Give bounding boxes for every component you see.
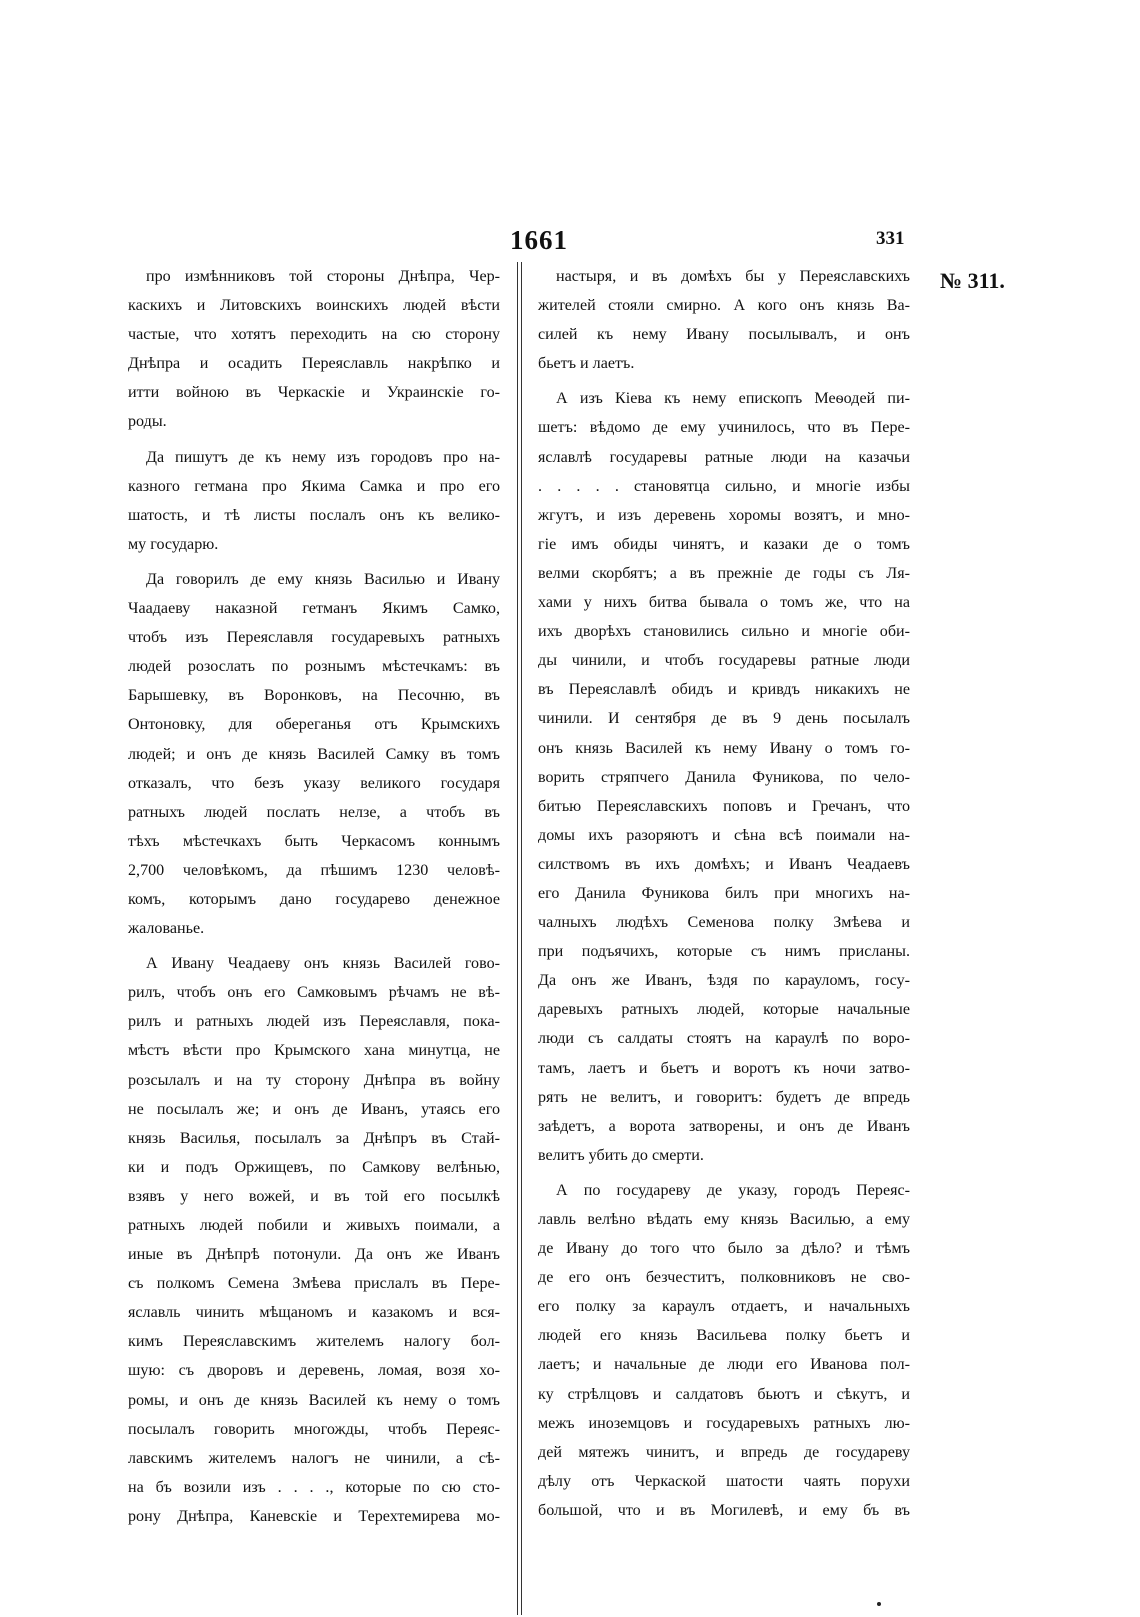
text-line: людей розослать по рознымъ мѣстечкамъ: въ bbox=[128, 658, 500, 676]
text-line: Да говорилъ де ему князь Василью и Ивану bbox=[146, 570, 500, 588]
text-line: Да онъ же Иванъ, ѣздя по карауломъ, госу- bbox=[538, 972, 910, 990]
text-line: яславлѣ государевы ратные люди на казачьи bbox=[538, 448, 910, 466]
text-line: лавскимъ жителемъ налогъ не чинили, а сѣ- bbox=[128, 1449, 500, 1467]
text-line: его Данила Фуникова билъ при многихъ на- bbox=[538, 884, 910, 902]
text-line: на бъ возили изъ . . . ., которые по сю сто- bbox=[128, 1478, 500, 1496]
text-line: А изъ Кіева къ нему епископъ Меѳодей пи- bbox=[556, 390, 910, 408]
text-line: ратныхъ людей побили и живыхъ поимали, а bbox=[128, 1217, 500, 1234]
text-line: казного гетмана про Якима Самка и про его bbox=[128, 477, 500, 495]
text-line: Барышевку, въ Воронковъ, на Песочню, въ bbox=[128, 687, 500, 705]
text-line: ратныхъ людей послать нелзе, а чтобъ въ bbox=[128, 803, 500, 821]
paragraph bbox=[538, 384, 910, 1170]
text-line: даревыхъ ратныхъ людей, которые начальные bbox=[538, 1001, 910, 1019]
page-number: 331 bbox=[876, 228, 905, 249]
text-line: 2,700 человѣкомъ, да пѣшимъ 1230 человѣ- bbox=[128, 861, 500, 879]
text-line: отказалъ, что безъ указу великого государя bbox=[128, 774, 500, 792]
text-line: чтобъ изъ Переяславля государевыхъ ратныхъ bbox=[128, 629, 500, 647]
text-line: рону Днѣпра, Каневскіе и Терехтемирева мо- bbox=[128, 1507, 500, 1525]
text-line: чинили. И сентября де въ 9 день посылалъ bbox=[538, 710, 910, 728]
text-line: заѣдетъ, а ворота затворены, и онъ де Иванъ bbox=[538, 1117, 910, 1135]
text-line: его полку за караулъ отдаетъ, и начальныхъ bbox=[538, 1298, 910, 1316]
text-line: домы ихъ разоряютъ и сѣна всѣ поимали на- bbox=[538, 826, 910, 844]
printer-mark bbox=[877, 1602, 881, 1606]
text-line: яславль чинить мѣщаномъ и казакомъ и вся- bbox=[128, 1304, 500, 1322]
text-line: тамъ, лаетъ и бьетъ и воротъ къ ночи затво- bbox=[538, 1059, 910, 1077]
text-line: лаетъ; и начальные де люди его Иванова пол- bbox=[538, 1356, 910, 1374]
left-column bbox=[128, 262, 500, 1537]
text-line: ки и подъ Оржищевъ, по Самкову велѣнью, bbox=[128, 1158, 500, 1176]
text-line: силей къ нему Ивану посылывалъ, и онъ bbox=[538, 326, 910, 344]
document-number: № 311. bbox=[940, 268, 1005, 293]
text-line: люди съ салдаты стоятъ на караулѣ по воро- bbox=[538, 1030, 910, 1048]
text-line: посылалъ говорить многожды, чтобъ Переяс- bbox=[128, 1420, 500, 1438]
right-column bbox=[538, 262, 910, 1531]
text-line: . . . . . становятца сильно, и многіе избы bbox=[538, 477, 910, 495]
text-line: Днѣпра и осадить Переяславль накрѣпко и bbox=[128, 355, 500, 373]
text-line: въ Переяславлѣ обидъ и кривдъ никакихъ не bbox=[538, 681, 910, 699]
text-line: Онтоновку, для обереганья отъ Крымскихъ bbox=[128, 716, 500, 734]
text-line: жителей стояли смирно. А кого онъ князь Ва- bbox=[538, 297, 910, 315]
paragraph bbox=[538, 262, 910, 378]
text-line: рилъ, чтобъ онъ его Самковымъ рѣчамъ не вѣ- bbox=[128, 984, 500, 1002]
text-line: тѣхъ мѣстечкахъ быть Черкасомъ коннымъ bbox=[128, 832, 500, 850]
paragraph bbox=[538, 1176, 910, 1525]
text-line: онъ князь Василей къ нему Ивану о томъ го- bbox=[538, 739, 910, 757]
text-line: людей его князь Васильева полку бьетъ и bbox=[538, 1327, 910, 1345]
text-line: съ полкомъ Семена Змѣева прислалъ въ Пере- bbox=[128, 1275, 500, 1293]
text-line: жгутъ, и изъ деревень хоромы возятъ, и мно- bbox=[538, 506, 910, 524]
text-line: иные въ Днѣпрѣ потонули. Да онъ же Иванъ bbox=[128, 1246, 500, 1264]
text-line: де его онъ безчеститъ, полковниковъ не сво- bbox=[538, 1269, 910, 1287]
text-line: хами у нихъ битва бывала о томъ же, что на bbox=[538, 594, 910, 612]
text-line: чалныхъ людѣхъ Семенова полку Змѣева и bbox=[538, 914, 910, 932]
text-line: ихъ дворѣхъ становились сильно и многіе оби- bbox=[538, 623, 910, 641]
text-line: велитъ убить до смерти. bbox=[538, 1146, 704, 1164]
text-line: роды. bbox=[128, 413, 167, 431]
text-line: ромы, и онъ де князь Василей къ нему о томъ bbox=[128, 1391, 500, 1409]
text-line: Чаадаеву наказной гетманъ Якимъ Самко, bbox=[128, 600, 500, 618]
text-line: рилъ и ратныхъ людей изъ Переяславля, пока- bbox=[128, 1013, 500, 1031]
text-line: большой, что и въ Могилевѣ, и ему бъ въ bbox=[538, 1501, 910, 1519]
text-line: дей мятежъ чинитъ, и впредь де государеву bbox=[538, 1443, 910, 1461]
text-line: каскихъ и Литовскихъ воинскихъ людей вѣсти bbox=[128, 297, 500, 315]
text-line: шую: съ дворовъ и деревень, ломая, возя хо- bbox=[128, 1362, 500, 1380]
text-line: межъ иноземцовъ и государевыхъ ратныхъ лю- bbox=[538, 1414, 910, 1432]
text-line: битью Переяславскихъ поповъ и Гречанъ, что bbox=[538, 797, 910, 815]
text-line: силствомъ въ ихъ домѣхъ; и Иванъ Чеадаевъ bbox=[538, 855, 910, 873]
text-line: рять не велитъ, и говоритъ: будетъ де впредь bbox=[538, 1088, 910, 1106]
text-line: мѣстъ вѣсти про Крымского хана минутца, не bbox=[128, 1042, 500, 1060]
year-heading: 1661 bbox=[510, 225, 568, 255]
text-line: шатость, и тѣ листы послалъ онъ къ велико- bbox=[128, 506, 500, 524]
text-line: про измѣнниковъ той стороны Днѣпра, Чер- bbox=[146, 268, 500, 285]
paragraph bbox=[128, 565, 500, 943]
column-divider bbox=[517, 262, 522, 1615]
text-line: А Ивану Чеадаеву онъ князь Василей гово- bbox=[146, 955, 500, 973]
text-line: взявъ у него вожей, и въ той его посылкѣ bbox=[128, 1187, 500, 1205]
text-line: Да пишутъ де къ нему изъ городовъ про на- bbox=[146, 448, 500, 466]
text-line: людей; и онъ де князь Василей Самку въ томъ bbox=[128, 745, 500, 763]
text-line: не посылалъ же; и онъ де Иванъ, утаясь его bbox=[128, 1100, 500, 1118]
text-line: дѣлу отъ Черкаской шатости чаять порухи bbox=[538, 1472, 910, 1490]
text-line: лавль велѣно вѣдать ему князь Василью, а ему bbox=[538, 1211, 910, 1228]
text-line: ворить стряпчего Данила Фуникова, по чело- bbox=[538, 768, 910, 786]
text-line: частые, что хотятъ переходить на сю сторону bbox=[128, 326, 500, 344]
text-line: жалованье. bbox=[128, 920, 205, 938]
text-line: А по государеву де указу, городъ Переяс- bbox=[556, 1181, 910, 1199]
text-line: ды чинили, и чтобъ государевы ратные люди bbox=[538, 652, 910, 670]
text-line: кимъ Переяславскимъ жителемъ налогу бол- bbox=[128, 1333, 500, 1351]
text-line: ку стрѣлцовъ и салдатовъ бьютъ и сѣкутъ, и bbox=[538, 1385, 910, 1403]
text-line: комъ, которымъ дано государево денежное bbox=[128, 890, 500, 908]
text-line: итти войною въ Черкаскіе и Украинскіе го- bbox=[128, 384, 500, 402]
text-line: му государю. bbox=[128, 535, 219, 553]
paragraph bbox=[128, 443, 500, 559]
text-line: де Ивану до того что было за дѣло? и тѣмъ bbox=[538, 1240, 910, 1258]
paragraph bbox=[128, 262, 500, 437]
paragraph bbox=[128, 949, 500, 1531]
text-line: розсылалъ и на ту сторону Днѣпра въ войну bbox=[128, 1071, 500, 1089]
text-line: шетъ: вѣдомо де ему учинилось, что въ Пере- bbox=[538, 419, 910, 437]
text-line: гіе имъ обиды чинятъ, и казаки де о томъ bbox=[538, 535, 910, 553]
text-line: князь Василья, посылалъ за Днѣпръ въ Стай- bbox=[128, 1129, 500, 1147]
text-line: бьетъ и лаетъ. bbox=[538, 355, 635, 373]
text-line: велми скорбятъ; а въ прежніе де годы съ Ля- bbox=[538, 564, 910, 582]
text-line: настыря, и въ домѣхъ бы у Переяславскихъ bbox=[556, 268, 910, 285]
text-line: при подъячихъ, которые съ нимъ присланы. bbox=[538, 943, 910, 961]
